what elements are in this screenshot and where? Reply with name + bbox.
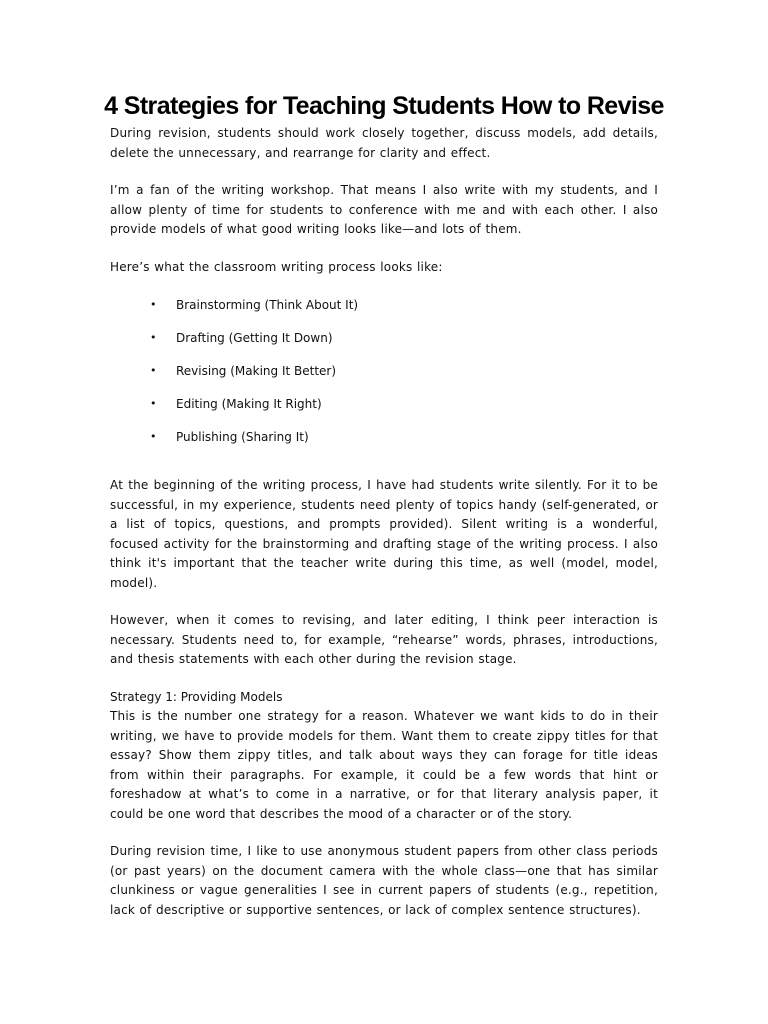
strategy-1-heading: Strategy 1: Providing Models xyxy=(110,689,283,704)
intro-paragraph: During revision, students should work closely together, discuss models, add details, delete the unnecessary, and rearrange for clarity and effect. xyxy=(110,126,658,160)
bullet-icon: • xyxy=(150,331,157,344)
list-item xyxy=(110,295,658,328)
document-body xyxy=(110,124,658,938)
list-item-label: Drafting (Getting It Down) xyxy=(176,331,333,345)
list-item xyxy=(110,427,658,460)
list-item-label: Revising (Making It Better) xyxy=(176,364,337,378)
bullet-icon: • xyxy=(150,397,157,410)
list-item xyxy=(110,328,658,361)
list-item xyxy=(110,394,658,427)
process-intro-paragraph: Here’s what the classroom writing process looks like: xyxy=(110,259,443,274)
bullet-icon: • xyxy=(150,430,157,443)
peer-interaction-paragraph: However, when it comes to revising, and later editing, I think peer interaction is necessary. Students need to, for example, “rehearse” words, phrases, introductions, and thesis statements with each other during the revision stage. xyxy=(110,613,658,666)
list-item-label: Brainstorming (Think About It) xyxy=(176,298,359,312)
bullet-icon: • xyxy=(150,298,157,311)
writing-process-list xyxy=(110,295,658,460)
list-item xyxy=(110,361,658,394)
workshop-paragraph: I’m a fan of the writing workshop. That means I also write with my students, and I allow plenty of time for students to conference with me and with each other. I also provide models of what good writing looks like—and lots of them. xyxy=(110,183,658,236)
bullet-icon: • xyxy=(150,364,157,377)
strategy-1-paragraph: This is the number one strategy for a reason. Whatever we want kids to do in their writing, we have to provide models for them. Want them to create zippy titles for that essay? Show them zippy titles, and talk about ways they can forage for title ideas from within their paragraphs. For example, it could be a few words that hint or foreshadow at what’s to come in a narrative, or for that literary analysis paper, it could be one word that describes the mood of a character or of the story. xyxy=(110,709,658,821)
list-item-label: Publishing (Sharing It) xyxy=(176,430,309,444)
document-title: 4 Strategies for Teaching Students How to Revise xyxy=(104,92,664,120)
revision-time-paragraph: During revision time, I like to use anonymous student papers from other class periods (or past years) on the document camera with the whole class—one that has similar clunkiness or vague generalities I see in current papers of students (e.g., repetition, lack of descriptive or supportive sentences, or lack of complex sentence structures). xyxy=(110,844,658,917)
beginning-paragraph: At the beginning of the writing process, I have had students write silently. For it to be successful, in my experience, students need plenty of topics handy (self-generated, or a list of topics, questions, and prompts provided). Silent writing is a wonderful, focused activity for the brainstorming and drafting stage of the writing process. I also think it's important that the teacher write during this time, as well (model, model, model). xyxy=(110,478,658,590)
list-item-label: Editing (Making It Right) xyxy=(176,397,322,411)
